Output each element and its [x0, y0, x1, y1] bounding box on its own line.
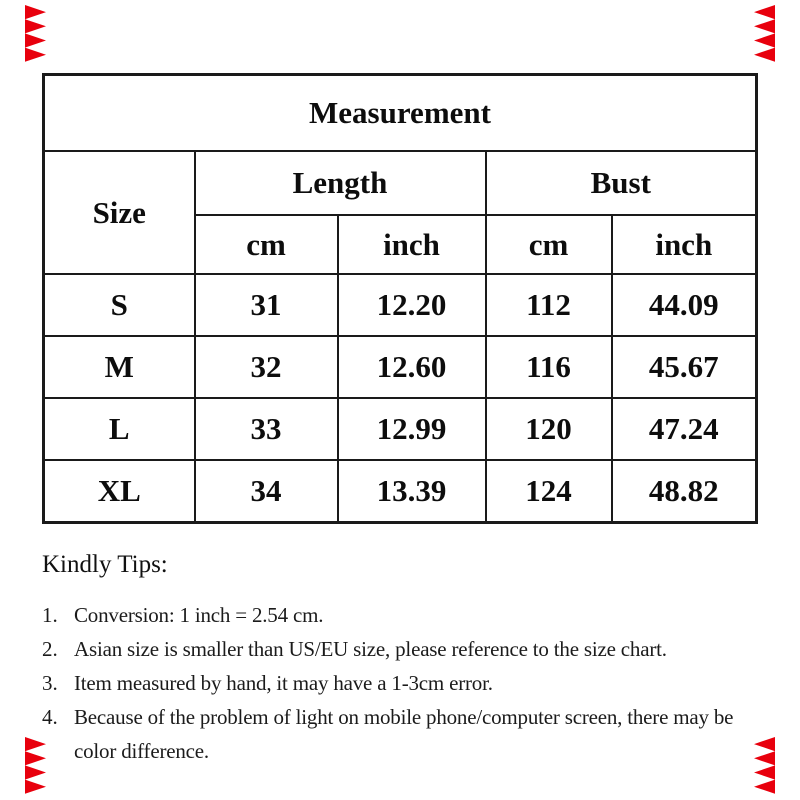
tip-item-2	[42, 632, 774, 666]
row-xl-bust-cm: 124	[486, 460, 612, 523]
row-m-bust-cm: 116	[486, 336, 612, 398]
row-m-bust-inch: 45.67	[612, 336, 757, 398]
tip-text: Item measured by hand, it may have a 1-3cm error.	[74, 671, 493, 695]
bust-inch-header: inch	[612, 215, 757, 274]
measurement-table	[42, 73, 758, 524]
length-group-header: Length	[195, 151, 486, 215]
row-xl-length-inch: 13.39	[338, 460, 486, 523]
tip-number: 2.	[42, 637, 58, 661]
row-xl-length-cm: 34	[195, 460, 338, 523]
tip-number: 1.	[42, 603, 58, 627]
length-inch-header: inch	[338, 215, 486, 274]
row-l-length-cm: 33	[195, 398, 338, 460]
table-row	[44, 274, 757, 336]
sawtooth-decoration-top-left	[25, 5, 48, 62]
bust-group-header: Bust	[486, 151, 757, 215]
sawtooth-decoration-top-right	[752, 5, 775, 62]
row-s-length-cm: 31	[195, 274, 338, 336]
length-cm-header: cm	[195, 215, 338, 274]
table-row	[44, 151, 757, 215]
row-s-bust-cm: 112	[486, 274, 612, 336]
table-row	[44, 336, 757, 398]
row-m-size-label: M	[44, 336, 195, 398]
row-m-length-cm: 32	[195, 336, 338, 398]
row-s-bust-inch: 44.09	[612, 274, 757, 336]
sawtooth-teeth	[25, 5, 46, 62]
sawtooth-teeth	[754, 5, 775, 62]
tip-item-4	[42, 700, 774, 768]
row-l-bust-cm: 120	[486, 398, 612, 460]
table-title: Measurement	[44, 75, 757, 152]
table-row	[44, 75, 757, 152]
tip-text: Because of the problem of light on mobile phone/computer screen, there may be color difference.	[74, 705, 734, 763]
tips-heading: Kindly Tips:	[42, 551, 168, 578]
tip-number: 3.	[42, 671, 58, 695]
tip-item-1	[42, 598, 774, 632]
tip-number: 4.	[42, 705, 58, 729]
row-l-size-label: L	[44, 398, 195, 460]
row-s-length-inch: 12.20	[338, 274, 486, 336]
table-row	[44, 460, 757, 523]
tip-item-3	[42, 666, 774, 700]
row-m-length-inch: 12.60	[338, 336, 486, 398]
kindly-tips-section	[42, 549, 774, 768]
row-l-bust-inch: 47.24	[612, 398, 757, 460]
tip-text: Conversion: 1 inch = 2.54 cm.	[74, 603, 324, 627]
row-s-size-label: S	[44, 274, 195, 336]
bust-cm-header: cm	[486, 215, 612, 274]
tip-text: Asian size is smaller than US/EU size, please reference to the size chart.	[74, 637, 667, 661]
size-column-header: Size	[44, 151, 195, 274]
row-l-length-inch: 12.99	[338, 398, 486, 460]
table-row	[44, 398, 757, 460]
row-xl-size-label: XL	[44, 460, 195, 523]
row-xl-bust-inch: 48.82	[612, 460, 757, 523]
